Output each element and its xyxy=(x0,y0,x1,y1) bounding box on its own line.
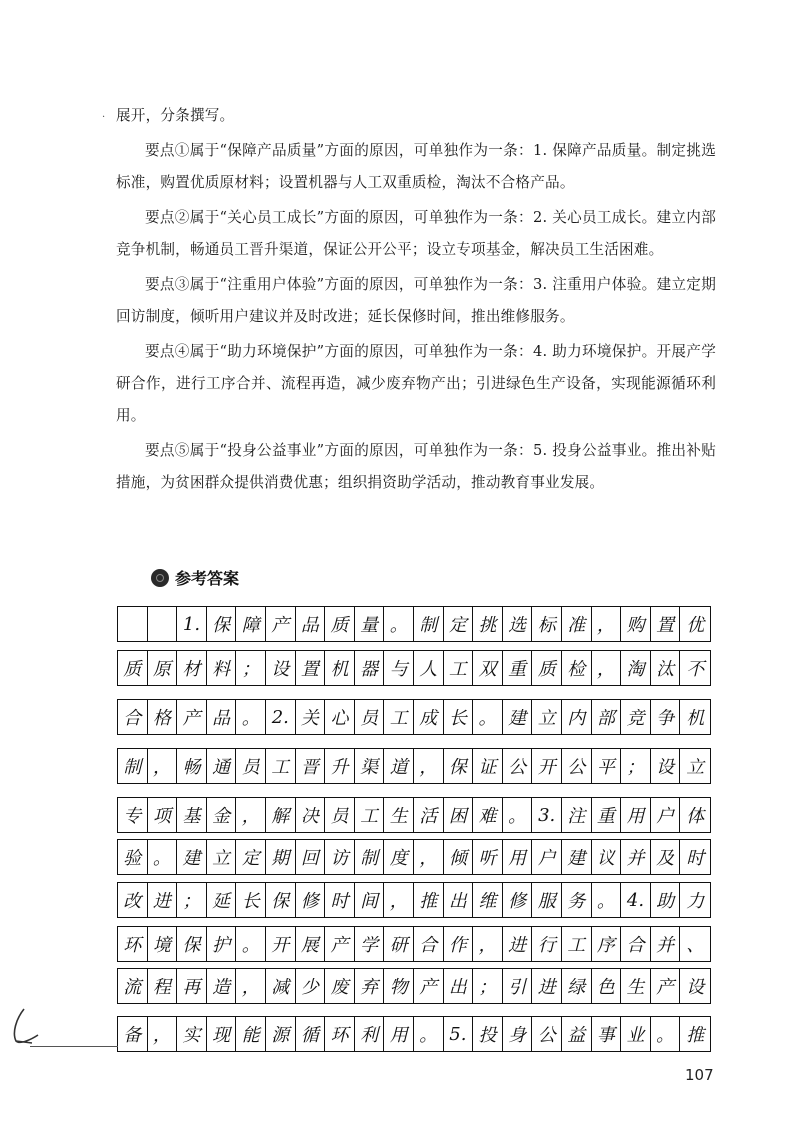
grid-cell: 5. xyxy=(444,1017,474,1051)
grid-cell: ； xyxy=(473,969,503,1003)
grid-cell: 备 xyxy=(118,1017,148,1051)
grid-cell: 。 xyxy=(236,700,266,734)
grid-cell: 户 xyxy=(532,840,562,874)
grid-cell: ； xyxy=(177,883,207,917)
grid-cell: 不 xyxy=(686,659,705,680)
grid-cell: 竞 xyxy=(621,700,651,734)
grid-row xyxy=(117,839,711,875)
grid-cell: 工 xyxy=(444,651,474,685)
grid-cell: ， xyxy=(236,798,266,832)
grid-cell: 验 xyxy=(118,840,148,874)
grid-cell: 环 xyxy=(118,927,148,961)
grid-cell: ， xyxy=(592,651,622,685)
grid-cell: 。 xyxy=(236,927,266,961)
grid-cell: 益 xyxy=(562,1017,592,1051)
grid-cell: 料 xyxy=(207,651,237,685)
grid-cell: 活 xyxy=(414,798,444,832)
grid-cell: 设 xyxy=(651,749,681,783)
grid-row xyxy=(117,606,711,642)
grid-cell: 流 xyxy=(118,969,148,1003)
grid-cell: 合 xyxy=(621,927,651,961)
grid-cell: 生 xyxy=(621,969,651,1003)
grid-cell: 心 xyxy=(325,700,355,734)
grid-cell: 修 xyxy=(296,883,326,917)
grid-cell: 现 xyxy=(207,1017,237,1051)
grid-cell: 置 xyxy=(651,607,681,641)
grid-cell: 购 xyxy=(621,607,651,641)
grid-cell: 研 xyxy=(384,927,414,961)
grid-cell: 公 xyxy=(532,1017,562,1051)
grid-cell: 序 xyxy=(592,927,622,961)
paragraph-point-3: 要点③属于“注重用户体验”方面的原因，可单独作为一条：3. 注重用户体验。建立定期回访制度，倾听用户建议并及时改进；延长保修时间，推出维修服务。 xyxy=(116,276,716,325)
grid-cell: 用 xyxy=(384,1017,414,1051)
grid-cell: 用 xyxy=(621,798,651,832)
grid-cell: 立 xyxy=(686,757,705,778)
grid-cell: 作 xyxy=(444,927,474,961)
grid-cell: 标 xyxy=(532,607,562,641)
grid-row xyxy=(117,882,711,918)
grid-cell: 长 xyxy=(444,700,474,734)
grid-cell: 合 xyxy=(414,927,444,961)
grid-cell: 晋 xyxy=(296,749,326,783)
grid-cell: 行 xyxy=(532,927,562,961)
grid-cell: 内 xyxy=(562,700,592,734)
grid-cell: 设 xyxy=(266,651,296,685)
grid-cell: 色 xyxy=(592,969,622,1003)
grid-cell: 员 xyxy=(355,700,385,734)
paragraph-point-2: 要点②属于“关心员工成长”方面的原因，可单独作为一条：2. 关心员工成长。建立内部竞争机制，畅通员工晋升渠道，保证公开公平；设立专项基金，解决员工生活困难。 xyxy=(116,209,716,258)
grid-cell: 产 xyxy=(177,700,207,734)
grid-cell: 争 xyxy=(651,700,681,734)
grid-cell: 原 xyxy=(148,651,178,685)
grid-cell: 、 xyxy=(686,935,705,956)
grid-cell xyxy=(118,607,148,641)
grid-cell: 格 xyxy=(148,700,178,734)
grid-cell: 。 xyxy=(592,883,622,917)
grid-cell: 员 xyxy=(236,749,266,783)
grid-cell: 3. xyxy=(532,798,562,832)
paragraph-point-4: 要点④属于“助力环境保护”方面的原因，可单独作为一条：4. 助力环境保护。开展产学研合作，进行工序合并、流程再造，减少废弃物产出；引进绿色生产设备，实现能源循环利用。 xyxy=(116,343,716,424)
grid-cell: 绿 xyxy=(562,969,592,1003)
grid-cell: 推 xyxy=(414,883,444,917)
grid-cell: 障 xyxy=(236,607,266,641)
grid-cell: 业 xyxy=(621,1017,651,1051)
grid-cell: 1. xyxy=(177,607,207,641)
grid-cell: 改 xyxy=(118,883,148,917)
grid-cell: 挑 xyxy=(473,607,503,641)
grid-cell: 时 xyxy=(325,883,355,917)
grid-cell: 优 xyxy=(686,615,705,636)
grid-cell: 并 xyxy=(621,840,651,874)
grid-cell: 定 xyxy=(236,840,266,874)
grid-cell: 机 xyxy=(686,708,705,729)
grid-cell: 开 xyxy=(532,749,562,783)
grid-cell: 展 xyxy=(296,927,326,961)
grid-cell: 。 xyxy=(503,798,533,832)
grid-cell: ， xyxy=(592,607,622,641)
grid-cell: 务 xyxy=(562,883,592,917)
grid-cell: 利 xyxy=(355,1017,385,1051)
grid-cell: 困 xyxy=(444,798,474,832)
grid-cell: ， xyxy=(148,1017,178,1051)
grid-cell: 立 xyxy=(207,840,237,874)
grid-cell: 并 xyxy=(651,927,681,961)
grid-cell: 及 xyxy=(651,840,681,874)
grid-cell: 体 xyxy=(686,806,705,827)
margin-mark: · xyxy=(102,112,106,123)
grid-cell: 期 xyxy=(266,840,296,874)
grid-cell: 护 xyxy=(207,927,237,961)
grid-cell: ， xyxy=(414,840,444,874)
grid-cell: 服 xyxy=(532,883,562,917)
grid-cell: 回 xyxy=(296,840,326,874)
grid-cell: 助 xyxy=(651,883,681,917)
grid-cell: 专 xyxy=(118,798,148,832)
grid-cell: 成 xyxy=(414,700,444,734)
grid-cell: 部 xyxy=(592,700,622,734)
grid-cell: ， xyxy=(148,749,178,783)
grid-cell: 访 xyxy=(325,840,355,874)
grid-cell: 重 xyxy=(503,651,533,685)
answer-section-title: 参考答案 xyxy=(175,569,240,588)
grid-cell: 听 xyxy=(473,840,503,874)
paragraph-point-5: 要点⑤属于“投身公益事业”方面的原因，可单独作为一条：5. 投身公益事业。推出补贴措施，为贫困群众提供消费优惠；组织捐资助学活动，推动教育事业发展。 xyxy=(116,442,716,491)
grid-cell: 议 xyxy=(592,840,622,874)
grid-cell: 项 xyxy=(148,798,178,832)
grid-cell: 建 xyxy=(503,700,533,734)
grid-cell: 修 xyxy=(503,883,533,917)
grid-cell: 重 xyxy=(592,798,622,832)
grid-cell: 工 xyxy=(384,700,414,734)
grid-cell: 减 xyxy=(266,969,296,1003)
signature-underline xyxy=(30,1046,118,1047)
grid-cell: 引 xyxy=(503,969,533,1003)
grid-cell: 量 xyxy=(355,607,385,641)
grid-cell: 推 xyxy=(686,1025,705,1046)
grid-cell: 废 xyxy=(325,969,355,1003)
paragraph-intro: 展开，分条撰写。 xyxy=(116,107,235,124)
grid-cell: ， xyxy=(473,927,503,961)
grid-cell: 开 xyxy=(266,927,296,961)
grid-cell: 出 xyxy=(444,969,474,1003)
grid-cell: 制 xyxy=(118,749,148,783)
grid-cell: 品 xyxy=(296,607,326,641)
grid-cell: 进 xyxy=(503,927,533,961)
grid-cell: 户 xyxy=(651,798,681,832)
grid-cell: 能 xyxy=(236,1017,266,1051)
grid-cell: 关 xyxy=(296,700,326,734)
grid-row xyxy=(117,1016,711,1052)
grid-cell: 时 xyxy=(686,848,705,869)
grid-cell: 双 xyxy=(473,651,503,685)
grid-cell: 质 xyxy=(532,651,562,685)
grid-cell: ， xyxy=(414,749,444,783)
grid-cell: 工 xyxy=(355,798,385,832)
grid-cell: 选 xyxy=(503,607,533,641)
grid-cell: 出 xyxy=(444,883,474,917)
grid-cell: 。 xyxy=(473,700,503,734)
grid-cell: 产 xyxy=(266,607,296,641)
grid-cell: 材 xyxy=(177,651,207,685)
grid-cell: 制 xyxy=(355,840,385,874)
grid-cell: 证 xyxy=(473,749,503,783)
grid-cell: 与 xyxy=(384,651,414,685)
grid-cell: 少 xyxy=(296,969,326,1003)
signature-mark xyxy=(6,1005,66,1049)
grid-cell: ； xyxy=(236,651,266,685)
grid-cell: 境 xyxy=(148,927,178,961)
grid-cell: ， xyxy=(384,883,414,917)
grid-cell xyxy=(148,607,178,641)
grid-cell: 间 xyxy=(355,883,385,917)
grid-cell: 检 xyxy=(562,651,592,685)
grid-cell: 定 xyxy=(444,607,474,641)
grid-cell: 身 xyxy=(503,1017,533,1051)
grid-row xyxy=(117,968,711,1004)
grid-cell: 实 xyxy=(177,1017,207,1051)
grid-cell: 用 xyxy=(503,840,533,874)
grid-cell: 工 xyxy=(266,749,296,783)
grid-cell: 产 xyxy=(325,927,355,961)
grid-cell: 升 xyxy=(325,749,355,783)
grid-cell: 立 xyxy=(532,700,562,734)
grid-cell: 汰 xyxy=(651,651,681,685)
grid-cell: 保 xyxy=(207,607,237,641)
grid-cell: 2. xyxy=(266,700,296,734)
grid-cell: 合 xyxy=(118,700,148,734)
page-number: 107 xyxy=(685,1066,714,1084)
grid-row xyxy=(117,650,711,686)
grid-cell: 生 xyxy=(384,798,414,832)
grid-cell: 倾 xyxy=(444,840,474,874)
grid-cell: 公 xyxy=(503,749,533,783)
grid-cell: 道 xyxy=(384,749,414,783)
grid-cell: 。 xyxy=(414,1017,444,1051)
grid-cell: 通 xyxy=(207,749,237,783)
grid-cell: 弃 xyxy=(355,969,385,1003)
grid-cell: 注 xyxy=(562,798,592,832)
grid-cell: 质 xyxy=(325,607,355,641)
grid-cell: 质 xyxy=(118,651,148,685)
grid-row xyxy=(117,926,711,962)
grid-cell: 公 xyxy=(562,749,592,783)
grid-cell: 解 xyxy=(266,798,296,832)
grid-cell: 产 xyxy=(414,969,444,1003)
grid-cell: 长 xyxy=(236,883,266,917)
grid-cell: 准 xyxy=(562,607,592,641)
grid-cell: 进 xyxy=(532,969,562,1003)
grid-cell: 维 xyxy=(473,883,503,917)
grid-cell: 。 xyxy=(651,1017,681,1051)
grid-cell: 保 xyxy=(177,927,207,961)
grid-cell: 再 xyxy=(177,969,207,1003)
grid-cell: 机 xyxy=(325,651,355,685)
grid-cell: 建 xyxy=(177,840,207,874)
grid-cell: 决 xyxy=(296,798,326,832)
grid-cell: 基 xyxy=(177,798,207,832)
grid-cell: 置 xyxy=(296,651,326,685)
grid-cell: 学 xyxy=(355,927,385,961)
grid-cell: 程 xyxy=(148,969,178,1003)
grid-cell: 。 xyxy=(384,607,414,641)
grid-cell: 度 xyxy=(384,840,414,874)
paragraph-point-1: 要点①属于“保障产品质量”方面的原因，可单独作为一条：1. 保障产品质量。制定挑选标准，购置优质原材料；设置机器与人工双重质检，淘汰不合格产品。 xyxy=(116,142,716,191)
grid-row xyxy=(117,748,711,784)
grid-cell: 保 xyxy=(444,749,474,783)
grid-cell: 4. xyxy=(621,883,651,917)
grid-cell: 保 xyxy=(266,883,296,917)
grid-cell: 人 xyxy=(414,651,444,685)
grid-cell: 工 xyxy=(562,927,592,961)
grid-cell: 投 xyxy=(473,1017,503,1051)
grid-cell: 金 xyxy=(207,798,237,832)
grid-cell: 建 xyxy=(562,840,592,874)
grid-cell: 平 xyxy=(592,749,622,783)
grid-row xyxy=(117,699,711,735)
grid-cell: 事 xyxy=(592,1017,622,1051)
grid-cell: 力 xyxy=(686,891,705,912)
grid-cell: 难 xyxy=(473,798,503,832)
grid-cell: 环 xyxy=(325,1017,355,1051)
grid-cell: 进 xyxy=(148,883,178,917)
grid-cell: 延 xyxy=(207,883,237,917)
grid-cell: 。 xyxy=(148,840,178,874)
grid-cell: 设 xyxy=(686,977,705,998)
grid-cell: 器 xyxy=(355,651,385,685)
grid-row xyxy=(117,797,711,833)
grid-cell: 循 xyxy=(296,1017,326,1051)
grid-cell: 畅 xyxy=(177,749,207,783)
grid-cell: 产 xyxy=(651,969,681,1003)
grid-cell: 员 xyxy=(325,798,355,832)
grid-cell: 源 xyxy=(266,1017,296,1051)
grid-cell: 品 xyxy=(207,700,237,734)
grid-cell: 渠 xyxy=(355,749,385,783)
grid-cell: 淘 xyxy=(621,651,651,685)
grid-cell: 物 xyxy=(384,969,414,1003)
grid-cell: 造 xyxy=(207,969,237,1003)
grid-cell: ， xyxy=(236,969,266,1003)
grid-cell: 制 xyxy=(414,607,444,641)
grid-cell: ； xyxy=(621,749,651,783)
